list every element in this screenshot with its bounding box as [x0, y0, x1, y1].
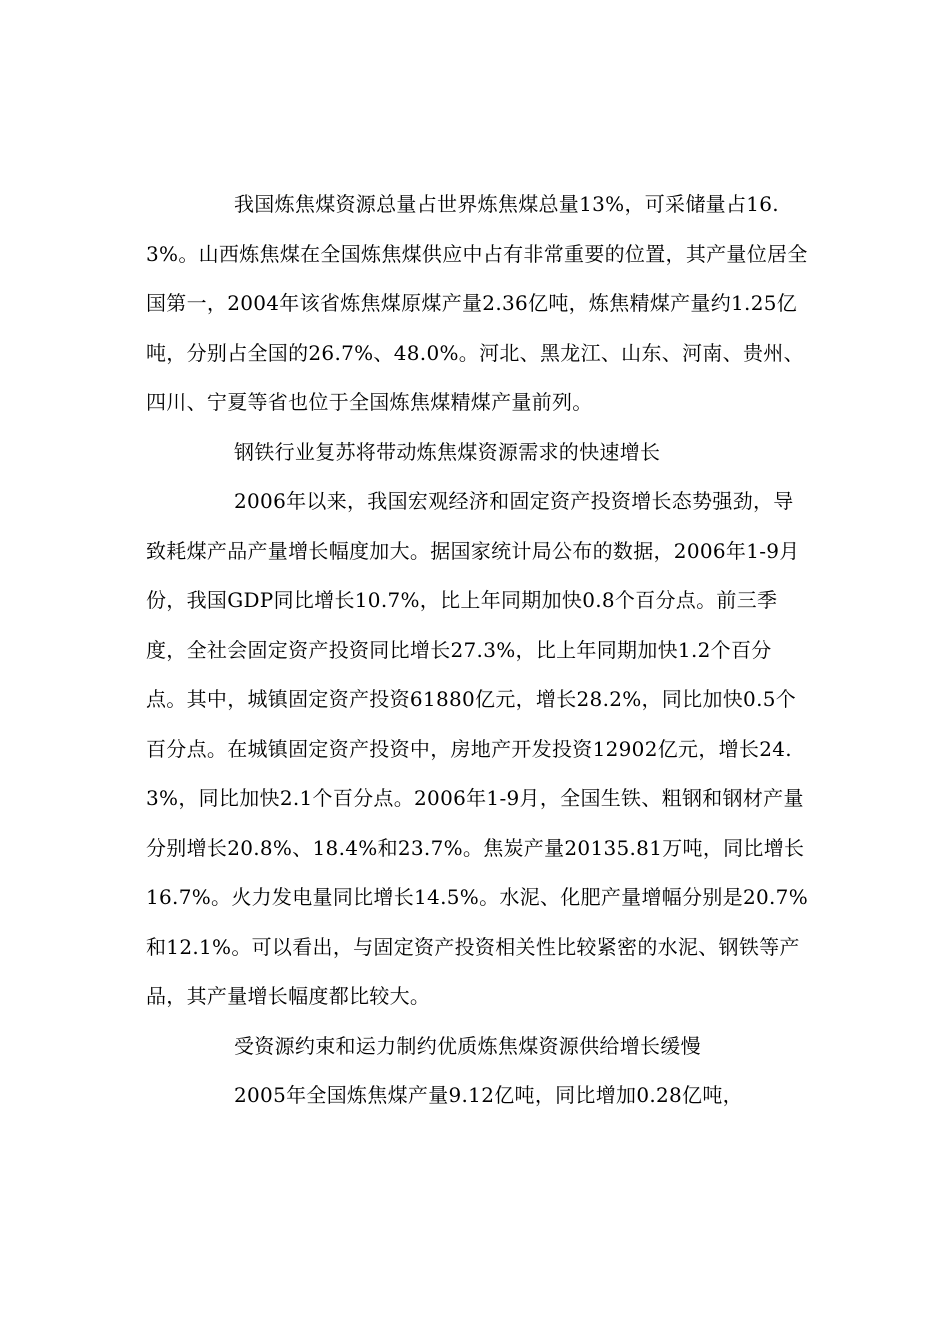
document-body	[146, 180, 811, 1121]
paragraph-coking-coal-resources: 我国炼焦煤资源总量占世界炼焦煤总量13%，可采储量占16.3%。山西炼焦煤在全国炼焦煤供应中占有非常重要的位置，其产量位居全国第一，2004年该省炼焦煤原煤产量2.36亿吨，炼焦精煤产量约1.25亿吨，分别占全国的26.7%、48.0%。河北、黑龙江、山东、河南、贵州、四川、宁夏等省也位于全国炼焦煤精煤产量前列。	[146, 192, 808, 414]
paragraph-2005-output: 2005年全国炼焦煤产量9.12亿吨，同比增加0.28亿吨，	[234, 1083, 743, 1107]
section-heading-steel-recovery: 钢铁行业复苏将带动炼焦煤资源需求的快速增长	[234, 439, 661, 464]
section-heading-supply-constraints: 受资源约束和运力制约优质炼焦煤资源供给增长缓慢	[234, 1033, 701, 1058]
paragraph-macro-economy: 2006年以来，我国宏观经济和固定资产投资增长态势强劲，导致耗煤产品产量增长幅度加大。据国家统计局公布的数据，2006年1-9月份，我国GDP同比增长10.7%，比上年同期加快0.8个百分点。前三季度，全社会固定资产投资同比增长27.3%，比上年同期加快1.2个百分点。其中，城镇固定资产投资61880亿元，增长28.2%，同比加快0.5个百分点。在城镇固定资产投资中，房地产开发投资12902亿元，增长24.3%，同比加快2.1个百分点。2006年1-9月，全国生铁、粗钢和钢材产量分别增长20.8%、18.4%和23.7%。焦炭产量20135.81万吨，同比增长16.7%。火力发电量同比增长14.5%。水泥、化肥产量增幅分别是20.7%和12.1%。可以看出，与固定资产投资相关性比较紧密的水泥、钢铁等产品，其产量增长幅度都比较大。	[146, 489, 809, 1008]
